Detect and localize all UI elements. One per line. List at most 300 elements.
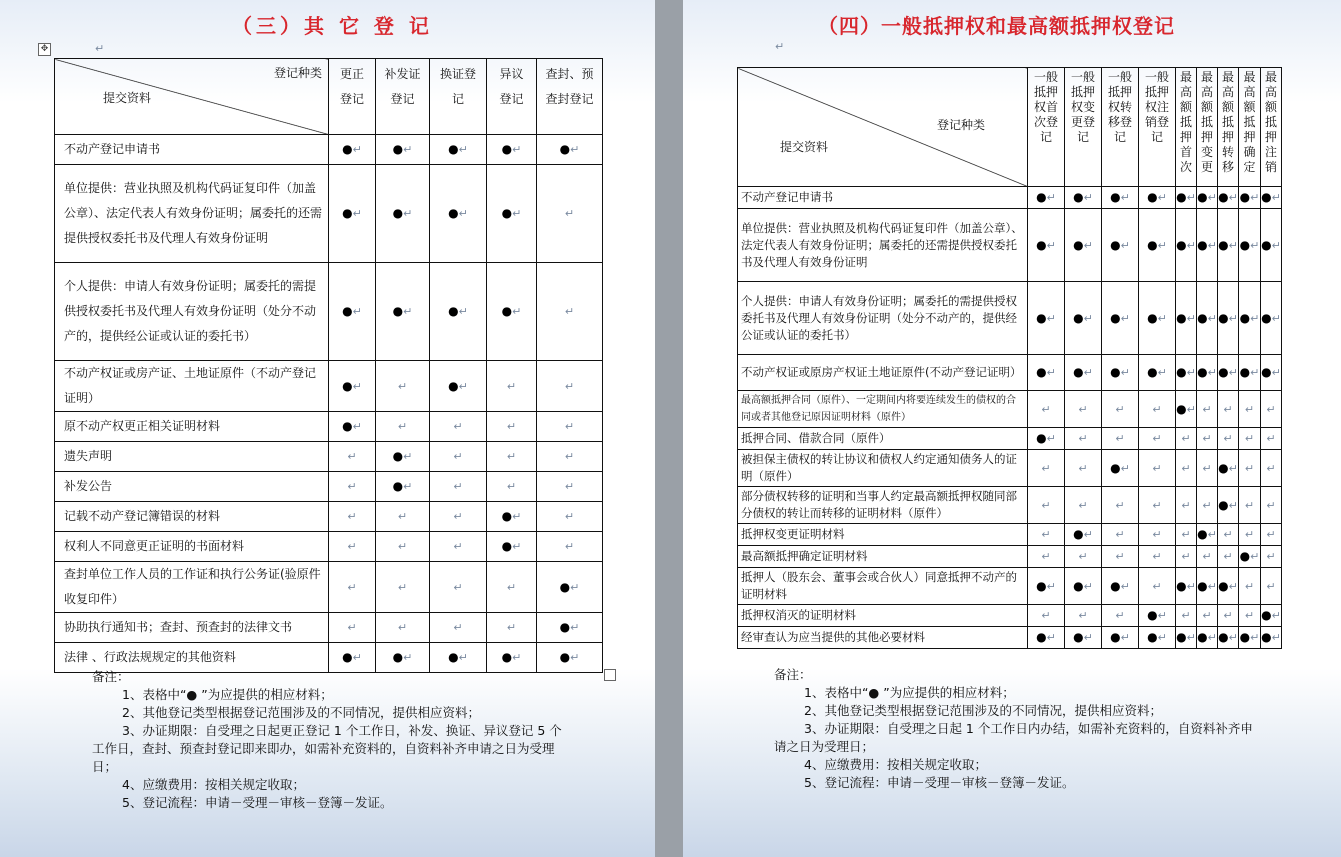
table-row bbox=[738, 355, 1282, 391]
required-dot-icon: ● bbox=[448, 378, 459, 393]
cell-end-mark-icon: ↵ bbox=[403, 480, 413, 493]
cell-end-mark-icon: ↵ bbox=[1115, 550, 1125, 563]
mark-cell bbox=[537, 263, 603, 361]
cell-end-mark-icon: ↵ bbox=[1181, 528, 1191, 541]
mark-cell bbox=[1139, 627, 1176, 649]
cell-end-mark-icon: ↵ bbox=[570, 621, 580, 634]
mark-cell bbox=[1065, 546, 1102, 568]
required-dot-icon: ● bbox=[1197, 237, 1208, 252]
mark-cell bbox=[1261, 450, 1282, 487]
required-dot-icon: ● bbox=[342, 419, 353, 433]
cell-end-mark-icon: ↵ bbox=[458, 379, 468, 393]
mark-cell bbox=[1197, 391, 1218, 428]
cell-end-mark-icon: ↵ bbox=[453, 450, 463, 463]
cell-end-mark-icon: ↵ bbox=[403, 207, 413, 220]
mark-cell bbox=[1261, 487, 1282, 524]
mark-cell bbox=[1239, 546, 1261, 568]
cell-end-mark-icon: ↵ bbox=[1207, 579, 1217, 593]
row-label: 不动产登记申请书 bbox=[738, 187, 1028, 209]
required-dot-icon: ● bbox=[1036, 310, 1047, 325]
cell-end-mark-icon: ↵ bbox=[1041, 402, 1051, 416]
cell-end-mark-icon: ↵ bbox=[1078, 432, 1088, 445]
column-header: 最高额抵押注销 bbox=[1261, 68, 1282, 187]
mark-cell bbox=[1261, 428, 1282, 450]
mark-cell bbox=[1176, 187, 1197, 209]
cell-end-mark-icon: ↵ bbox=[564, 540, 575, 553]
mark-cell bbox=[1261, 282, 1282, 355]
table-resize-handle[interactable] bbox=[604, 669, 616, 681]
note-item: 2、其他登记类型根据登记范围涉及的不同情况，提供相应资料； bbox=[804, 703, 1162, 718]
mark-cell bbox=[430, 135, 487, 165]
required-dot-icon: ● bbox=[392, 206, 404, 220]
cell-end-mark-icon: ↵ bbox=[1078, 609, 1088, 622]
mark-cell bbox=[1102, 391, 1139, 428]
cell-end-mark-icon: ↵ bbox=[512, 510, 522, 523]
cell-end-mark-icon: ↵ bbox=[347, 480, 357, 493]
cell-end-mark-icon: ↵ bbox=[1266, 550, 1276, 563]
cell-end-mark-icon: ↵ bbox=[1186, 191, 1196, 204]
mark-cell bbox=[1028, 209, 1065, 282]
table-row bbox=[738, 187, 1282, 209]
cell-end-mark-icon: ↵ bbox=[397, 540, 408, 553]
mark-cell bbox=[1065, 568, 1102, 605]
mark-cell bbox=[430, 613, 487, 643]
mark-cell bbox=[1102, 546, 1139, 568]
mark-cell bbox=[1102, 627, 1139, 649]
mark-cell bbox=[430, 361, 487, 412]
cell-end-mark-icon: ↵ bbox=[1181, 550, 1191, 563]
required-dot-icon: ● bbox=[1036, 237, 1047, 252]
row-label: 最高额抵押确定证明材料 bbox=[738, 546, 1028, 568]
right-page bbox=[683, 0, 1341, 857]
required-dot-icon: ● bbox=[1197, 527, 1208, 541]
required-dot-icon: ● bbox=[342, 378, 353, 393]
notes bbox=[92, 668, 572, 812]
header-row bbox=[55, 59, 603, 135]
notes-heading: 备注： bbox=[92, 669, 130, 684]
mark-cell bbox=[487, 361, 537, 412]
mark-cell bbox=[1239, 568, 1261, 605]
required-dot-icon: ● bbox=[1110, 460, 1121, 475]
mark-cell bbox=[487, 613, 537, 643]
mark-cell bbox=[1218, 391, 1239, 428]
submitted-materials-label: 提交资料 bbox=[780, 140, 829, 154]
column-header: 最高额抵押变更 bbox=[1197, 68, 1218, 187]
table-row bbox=[55, 165, 603, 263]
mark-cell bbox=[1028, 187, 1065, 209]
mark-cell bbox=[1065, 487, 1102, 524]
cell-end-mark-icon: ↵ bbox=[1078, 402, 1088, 416]
page-title: （三）其 它 登 记 bbox=[232, 14, 433, 38]
mark-cell bbox=[537, 165, 603, 263]
mark-cell bbox=[430, 165, 487, 263]
cell-end-mark-icon: ↵ bbox=[1041, 550, 1051, 563]
required-dot-icon: ● bbox=[1197, 310, 1208, 325]
mark-cell bbox=[376, 472, 430, 502]
row-label: 经审查认为应当提供的其他必要材料 bbox=[738, 627, 1028, 649]
mortgage-registration-table bbox=[737, 67, 1282, 649]
cell-end-mark-icon: ↵ bbox=[1250, 631, 1260, 644]
cell-end-mark-icon: ↵ bbox=[1271, 311, 1281, 325]
mark-cell bbox=[1028, 355, 1065, 391]
cell-end-mark-icon: ↵ bbox=[1228, 238, 1238, 252]
required-dot-icon: ● bbox=[342, 650, 353, 664]
mark-cell bbox=[487, 502, 537, 532]
cell-end-mark-icon: ↵ bbox=[570, 580, 580, 594]
table-row bbox=[55, 562, 603, 613]
required-dot-icon: ● bbox=[1036, 365, 1047, 379]
mark-cell bbox=[1197, 487, 1218, 524]
row-label: 法律 、行政法规规定的其他资料 bbox=[55, 643, 329, 673]
cell-end-mark-icon: ↵ bbox=[1041, 461, 1051, 475]
cell-end-mark-icon: ↵ bbox=[397, 621, 408, 634]
cell-end-mark-icon: ↵ bbox=[1115, 402, 1125, 416]
required-dot-icon: ● bbox=[1218, 630, 1229, 644]
mark-cell bbox=[329, 532, 376, 562]
registration-type-label: 登记种类 bbox=[936, 118, 985, 132]
cell-end-mark-icon: ↵ bbox=[1083, 238, 1093, 252]
cell-end-mark-icon: ↵ bbox=[564, 420, 575, 433]
cell-end-mark-icon: ↵ bbox=[1207, 191, 1217, 204]
table-row bbox=[738, 627, 1282, 649]
mark-cell bbox=[1028, 487, 1065, 524]
mark-cell bbox=[1176, 605, 1197, 627]
required-dot-icon: ● bbox=[1110, 578, 1121, 593]
row-label: 不动产权证或房产证、土地证原件（不动产登记证明） bbox=[55, 361, 329, 412]
cell-end-mark-icon: ↵ bbox=[1202, 402, 1212, 416]
mark-cell bbox=[537, 502, 603, 532]
cell-end-mark-icon: ↵ bbox=[1207, 631, 1217, 644]
mark-cell bbox=[329, 502, 376, 532]
note-item: 4、应缴费用：按相关规定收取； bbox=[122, 777, 305, 792]
mark-cell bbox=[1102, 568, 1139, 605]
mark-cell bbox=[1239, 282, 1261, 355]
mark-cell bbox=[1176, 487, 1197, 524]
required-dot-icon: ● bbox=[1261, 237, 1272, 252]
cell-end-mark-icon: ↵ bbox=[1186, 311, 1196, 325]
cell-end-mark-icon: ↵ bbox=[1083, 631, 1093, 644]
cell-end-mark-icon: ↵ bbox=[1115, 432, 1125, 445]
mark-cell bbox=[1102, 187, 1139, 209]
row-label: 查封单位工作人员的工作证和执行公务证(验原件收复印件） bbox=[55, 562, 329, 613]
mark-cell bbox=[329, 442, 376, 472]
row-label: 抵押权变更证明材料 bbox=[738, 524, 1028, 546]
cell-end-mark-icon: ↵ bbox=[1244, 498, 1255, 512]
mark-cell bbox=[329, 613, 376, 643]
required-dot-icon: ● bbox=[1197, 578, 1208, 593]
mark-cell bbox=[1028, 282, 1065, 355]
cell-end-mark-icon: ↵ bbox=[506, 420, 517, 433]
table-row bbox=[738, 209, 1282, 282]
page-gap bbox=[655, 0, 683, 857]
cell-end-mark-icon: ↵ bbox=[458, 651, 468, 664]
cell-end-mark-icon: ↵ bbox=[1266, 498, 1276, 512]
cell-end-mark-icon: ↵ bbox=[512, 540, 522, 553]
column-header: 异议登记 bbox=[487, 59, 537, 135]
row-label: 最高额抵押合同（原件）、一定期间内将要连续发生的债权的合同或者其他登记原因证明材料（原件） bbox=[738, 391, 1028, 428]
cell-end-mark-icon: ↵ bbox=[1271, 631, 1281, 644]
cell-end-mark-icon: ↵ bbox=[453, 510, 463, 523]
row-label: 原不动产权更正相关证明材料 bbox=[55, 412, 329, 442]
cell-end-mark-icon: ↵ bbox=[1250, 238, 1260, 252]
mark-cell bbox=[1176, 568, 1197, 605]
mark-cell bbox=[1102, 282, 1139, 355]
mark-cell bbox=[1218, 187, 1239, 209]
cell-end-mark-icon: ↵ bbox=[1181, 461, 1191, 475]
required-dot-icon: ● bbox=[342, 206, 353, 220]
row-label: 抵押合同、借款合同（原件） bbox=[738, 428, 1028, 450]
cell-end-mark-icon: ↵ bbox=[1152, 402, 1162, 416]
cell-end-mark-icon: ↵ bbox=[1186, 238, 1196, 252]
mark-cell bbox=[1239, 627, 1261, 649]
cell-end-mark-icon: ↵ bbox=[570, 651, 580, 664]
required-dot-icon: ● bbox=[392, 142, 404, 156]
table-move-handle-icon[interactable]: ✥ bbox=[38, 43, 51, 56]
cell-end-mark-icon: ↵ bbox=[1250, 366, 1260, 379]
mark-cell bbox=[1239, 428, 1261, 450]
cell-end-mark-icon: ↵ bbox=[397, 510, 408, 523]
required-dot-icon: ● bbox=[1036, 578, 1047, 593]
required-dot-icon: ● bbox=[1261, 608, 1272, 622]
cell-end-mark-icon: ↵ bbox=[1046, 311, 1056, 325]
required-dot-icon: ● bbox=[1218, 310, 1229, 325]
required-dot-icon: ● bbox=[1110, 310, 1121, 325]
required-dot-icon: ● bbox=[448, 650, 459, 664]
note-item: 1、表格中“● ”为应提供的相应材料； bbox=[122, 687, 333, 702]
cell-end-mark-icon: ↵ bbox=[1152, 498, 1162, 512]
cell-end-mark-icon: ↵ bbox=[1157, 311, 1167, 325]
cell-end-mark-icon: ↵ bbox=[352, 651, 362, 664]
notes bbox=[774, 666, 1254, 792]
cell-end-mark-icon: ↵ bbox=[1271, 238, 1281, 252]
required-dot-icon: ● bbox=[1073, 578, 1084, 593]
mark-cell bbox=[1261, 568, 1282, 605]
row-label: 个人提供：申请人有效身份证明；属委托的需提供授权委托书及代理人有效身份证明（处分不动产的，提供经公证或认证的委托书） bbox=[738, 282, 1028, 355]
column-header: 一般抵押权转移登记 bbox=[1102, 68, 1139, 187]
required-dot-icon: ● bbox=[1036, 190, 1047, 204]
note-item: 1、表格中“● ”为应提供的相应材料； bbox=[804, 685, 1015, 700]
cell-end-mark-icon: ↵ bbox=[1250, 550, 1260, 563]
mark-cell bbox=[487, 165, 537, 263]
cell-end-mark-icon: ↵ bbox=[1120, 579, 1130, 593]
row-label: 权利人不同意更正证明的书面材料 bbox=[55, 532, 329, 562]
mark-cell bbox=[1218, 450, 1239, 487]
mark-cell bbox=[329, 263, 376, 361]
cell-end-mark-icon: ↵ bbox=[506, 621, 517, 634]
diagonal-header-cell bbox=[738, 68, 1028, 187]
mark-cell bbox=[1102, 209, 1139, 282]
mark-cell bbox=[1102, 524, 1139, 546]
cell-end-mark-icon: ↵ bbox=[1046, 579, 1056, 593]
table-row bbox=[55, 502, 603, 532]
mark-cell bbox=[1028, 627, 1065, 649]
cell-end-mark-icon: ↵ bbox=[1078, 461, 1088, 475]
table-row bbox=[738, 487, 1282, 524]
required-dot-icon: ● bbox=[1110, 237, 1121, 252]
cell-end-mark-icon: ↵ bbox=[458, 207, 468, 220]
required-dot-icon: ● bbox=[1197, 365, 1208, 379]
cell-end-mark-icon: ↵ bbox=[1250, 311, 1260, 325]
cell-end-mark-icon: ↵ bbox=[1244, 461, 1255, 475]
cell-end-mark-icon: ↵ bbox=[506, 379, 517, 393]
required-dot-icon: ● bbox=[392, 479, 404, 493]
mark-cell bbox=[376, 442, 430, 472]
cell-end-mark-icon: ↵ bbox=[1207, 311, 1217, 325]
mark-cell bbox=[1139, 187, 1176, 209]
table-row bbox=[738, 546, 1282, 568]
required-dot-icon: ● bbox=[1073, 190, 1084, 204]
required-dot-icon: ● bbox=[1261, 190, 1272, 204]
row-label: 抵押权消灭的证明材料 bbox=[738, 605, 1028, 627]
required-dot-icon: ● bbox=[501, 142, 513, 156]
cell-end-mark-icon: ↵ bbox=[1083, 311, 1093, 325]
mark-cell bbox=[1176, 391, 1197, 428]
mark-cell bbox=[430, 412, 487, 442]
cell-end-mark-icon: ↵ bbox=[1266, 461, 1276, 475]
required-dot-icon: ● bbox=[559, 650, 571, 664]
cell-end-mark-icon: ↵ bbox=[1157, 609, 1167, 622]
required-dot-icon: ● bbox=[1073, 237, 1084, 252]
cell-end-mark-icon: ↵ bbox=[1266, 402, 1276, 416]
mark-cell bbox=[487, 532, 537, 562]
required-dot-icon: ● bbox=[1147, 608, 1158, 622]
cell-end-mark-icon: ↵ bbox=[403, 305, 413, 318]
cell-end-mark-icon: ↵ bbox=[564, 480, 575, 493]
row-label: 协助执行通知书；查封、预查封的法律文书 bbox=[55, 613, 329, 643]
required-dot-icon: ● bbox=[1147, 365, 1158, 379]
required-dot-icon: ● bbox=[501, 650, 513, 664]
required-dot-icon: ● bbox=[1239, 365, 1251, 379]
cell-end-mark-icon: ↵ bbox=[347, 621, 357, 634]
column-header: 最高额抵押首次 bbox=[1176, 68, 1197, 187]
cell-end-mark-icon: ↵ bbox=[1046, 631, 1056, 644]
note-item: 3、办证期限：自受理之日起更正登记 1 个工作日，补发、换证、异议登记 5 个工作日，查封、预查封登记即来即办，如需补充资料的，自资料补齐申请之日为受理日； bbox=[92, 723, 562, 774]
required-dot-icon: ● bbox=[1176, 190, 1187, 204]
mark-cell bbox=[1139, 524, 1176, 546]
row-label: 记载不动产登记簿错误的材料 bbox=[55, 502, 329, 532]
cell-end-mark-icon: ↵ bbox=[1207, 238, 1217, 252]
mark-cell bbox=[1218, 487, 1239, 524]
cell-end-mark-icon: ↵ bbox=[397, 580, 408, 594]
mark-cell bbox=[1176, 450, 1197, 487]
mark-cell bbox=[376, 412, 430, 442]
cell-end-mark-icon: ↵ bbox=[1120, 366, 1130, 379]
cell-end-mark-icon: ↵ bbox=[1120, 631, 1130, 644]
mark-cell bbox=[1261, 187, 1282, 209]
required-dot-icon: ● bbox=[559, 620, 571, 634]
mark-cell bbox=[376, 613, 430, 643]
cell-end-mark-icon: ↵ bbox=[1181, 609, 1191, 622]
mark-cell bbox=[1065, 209, 1102, 282]
required-dot-icon: ● bbox=[1218, 190, 1229, 204]
cell-end-mark-icon: ↵ bbox=[1157, 366, 1167, 379]
cell-end-mark-icon: ↵ bbox=[1152, 432, 1162, 445]
mark-cell bbox=[376, 165, 430, 263]
cell-end-mark-icon: ↵ bbox=[453, 540, 463, 553]
mark-cell bbox=[1261, 355, 1282, 391]
cell-end-mark-icon: ↵ bbox=[564, 510, 575, 523]
mark-cell bbox=[1028, 605, 1065, 627]
table-row bbox=[738, 282, 1282, 355]
cell-end-mark-icon: ↵ bbox=[506, 580, 517, 594]
required-dot-icon: ● bbox=[392, 304, 404, 318]
required-dot-icon: ● bbox=[1197, 190, 1208, 204]
cell-end-mark-icon: ↵ bbox=[564, 305, 575, 318]
registration-type-label: 登记种类 bbox=[273, 66, 322, 80]
cell-end-mark-icon: ↵ bbox=[1207, 528, 1217, 541]
cell-end-mark-icon: ↵ bbox=[1223, 402, 1233, 416]
mark-cell bbox=[1261, 524, 1282, 546]
table-row bbox=[55, 613, 603, 643]
cell-end-mark-icon: ↵ bbox=[1228, 498, 1238, 512]
table-row bbox=[55, 361, 603, 412]
paragraph-mark-icon: ↵ bbox=[95, 42, 105, 55]
mark-cell bbox=[537, 562, 603, 613]
required-dot-icon: ● bbox=[392, 449, 404, 463]
cell-end-mark-icon: ↵ bbox=[1041, 609, 1051, 622]
cell-end-mark-icon: ↵ bbox=[1186, 402, 1196, 416]
mark-cell bbox=[1139, 391, 1176, 428]
table-row bbox=[55, 412, 603, 442]
mark-cell bbox=[487, 442, 537, 472]
cell-end-mark-icon: ↵ bbox=[352, 305, 362, 318]
mark-cell bbox=[430, 472, 487, 502]
mark-cell bbox=[1028, 428, 1065, 450]
cell-end-mark-icon: ↵ bbox=[1228, 191, 1238, 204]
cell-end-mark-icon: ↵ bbox=[458, 143, 468, 156]
cell-end-mark-icon: ↵ bbox=[1157, 191, 1167, 204]
page-title: （四）一般抵押权和最高额抵押权登记 bbox=[818, 14, 1175, 38]
cell-end-mark-icon: ↵ bbox=[1223, 550, 1233, 563]
required-dot-icon: ● bbox=[1176, 237, 1187, 252]
mark-cell bbox=[1197, 209, 1218, 282]
required-dot-icon: ● bbox=[1110, 365, 1121, 379]
cell-end-mark-icon: ↵ bbox=[1228, 311, 1238, 325]
mark-cell bbox=[1218, 355, 1239, 391]
mark-cell bbox=[329, 165, 376, 263]
mark-cell bbox=[1239, 391, 1261, 428]
column-header: 换证登记 bbox=[430, 59, 487, 135]
table-row bbox=[738, 568, 1282, 605]
table-row bbox=[55, 263, 603, 361]
cell-end-mark-icon: ↵ bbox=[1181, 432, 1191, 445]
required-dot-icon: ● bbox=[1218, 237, 1229, 252]
mark-cell bbox=[1218, 568, 1239, 605]
mark-cell bbox=[1239, 605, 1261, 627]
mark-cell bbox=[1139, 546, 1176, 568]
mark-cell bbox=[1028, 568, 1065, 605]
note-item: 5、登记流程：申请－受理－审核－登簿－发证。 bbox=[804, 775, 1075, 790]
row-label: 不动产登记申请书 bbox=[55, 135, 329, 165]
other-registration-table bbox=[54, 58, 603, 673]
mark-cell bbox=[1139, 209, 1176, 282]
mark-cell bbox=[1139, 450, 1176, 487]
cell-end-mark-icon: ↵ bbox=[453, 621, 463, 634]
required-dot-icon: ● bbox=[1176, 578, 1187, 593]
mark-cell bbox=[430, 532, 487, 562]
cell-end-mark-icon: ↵ bbox=[1244, 528, 1255, 541]
cell-end-mark-icon: ↵ bbox=[564, 450, 575, 463]
cell-end-mark-icon: ↵ bbox=[1202, 550, 1212, 563]
required-dot-icon: ● bbox=[342, 142, 353, 156]
mark-cell bbox=[1065, 187, 1102, 209]
mark-cell bbox=[430, 263, 487, 361]
mark-cell bbox=[1139, 487, 1176, 524]
mark-cell bbox=[487, 562, 537, 613]
mark-cell bbox=[1065, 282, 1102, 355]
mark-cell bbox=[1218, 282, 1239, 355]
mark-cell bbox=[329, 562, 376, 613]
